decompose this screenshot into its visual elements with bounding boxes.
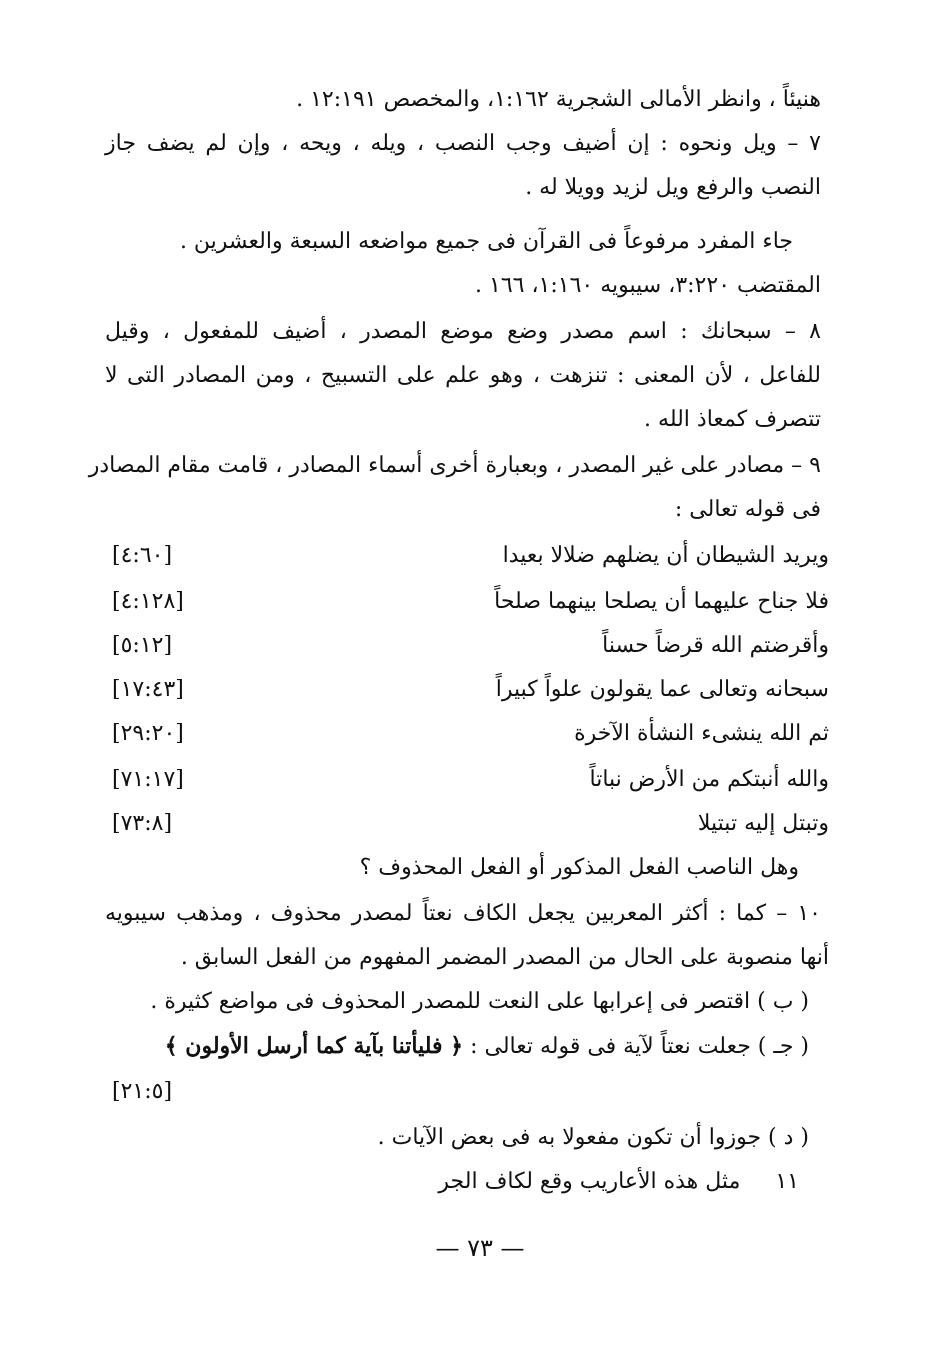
verse-text: ويريد الشيطان أن يضلهم ضلالا بعيدا	[502, 543, 829, 568]
quoted-verse: ﴿ فليأتنا بآية كما أرسل الأولون ﴾	[164, 1033, 464, 1059]
text-line: ٧ – ويل ونحوه : إن أضيف وجب النصب ، ويله ، ويحه ، وإن لم يضف جاز	[105, 131, 821, 156]
item-text: مثل هذه الأعاريب وقع لكاف الجر	[438, 1169, 741, 1194]
verse-reference: [٢٩:٢٠]	[112, 721, 184, 746]
text-line: أنها منصوبة على الحال من المصدر المضمر المفهوم من الفعل السابق .	[180, 945, 829, 970]
text-line: للفاعل ، لأن المعنى : تنزهت ، وهو علم على التسبيح ، ومن المصادر التى لا	[105, 363, 821, 388]
verse-reference: [٤:١٢٨]	[112, 589, 184, 614]
verse-reference: [٥:١٢]	[112, 633, 173, 658]
verse-reference: [٧٣:٨]	[112, 811, 173, 836]
verse-text: ثم الله ينشىء النشأة الآخرة	[574, 721, 829, 746]
text-line: وهل الناصب الفعل المذكور أو الفعل المحذوف ؟	[359, 855, 799, 880]
page-number: — ٧٣ —	[435, 1234, 525, 1262]
text-line: النصب والرفع ويل لزيد وويلا له .	[525, 175, 821, 200]
text-line: جاء المفرد مرفوعاً فى القرآن فى جميع مواضعه السبعة والعشرين .	[179, 229, 793, 254]
verse-text: وتبتل إليه تبتيلا	[697, 811, 829, 836]
text-line: هنيئاً ، وانظر الأمالى الشجرية ١:١٦٢، والمخصص ١٢:١٩١ .	[296, 87, 821, 112]
text-line: تتصرف كمعاذ الله .	[644, 407, 821, 432]
text-line: المقتضب ٣:٢٢٠، سيبويه ١:١٦٠، ١٦٦ .	[475, 273, 821, 298]
verse-text: فلا جناح عليهما أن يصلحا بينهما صلحاً	[494, 589, 829, 614]
verse-reference: [١٧:٤٣]	[112, 677, 184, 702]
verse-reference: [٧١:١٧]	[112, 767, 184, 792]
verse-text: والله أنبتكم من الأرض نباتاً	[589, 767, 829, 792]
text-line: ٩ – مصادر على غير المصدر ، وبعبارة أخرى أسماء المصادر ، قامت مقام المصادر	[88, 453, 821, 478]
verse-text: سبحانه وتعالى عما يقولون علواً كبيراً	[495, 677, 829, 702]
subitem-d: ( د ) جوزوا أن تكون مفعولا به فى بعض الآيات .	[377, 1125, 809, 1150]
subitem-c	[165, 1026, 809, 1066]
verse-reference: [٢١:٥]	[112, 1079, 173, 1104]
subitem-c-text: ( جـ ) جعلت نعتاً لآية فى قوله تعالى :	[470, 1034, 809, 1059]
item-number: ١١	[775, 1169, 799, 1194]
text-line: فى قوله تعالى :	[674, 497, 821, 522]
item-11	[438, 1162, 799, 1202]
verse-text: وأقرضتم الله قرضاً حسناً	[602, 633, 829, 658]
text-line: ٨ – سبحانك : اسم مصدر وضع موضع المصدر ، أضيف للمفعول ، وقيل	[105, 319, 821, 344]
subitem-b: ( ب ) اقتصر فى إعرابها على النعت للمصدر المحذوف فى مواضع كثيرة .	[150, 989, 809, 1014]
verse-reference: [٤:٦٠]	[112, 543, 173, 568]
text-line: ١٠ – كما : أكثر المعربين يجعل الكاف نعتاً لمصدر محذوف ، ومذهب سيبويه	[105, 901, 821, 926]
